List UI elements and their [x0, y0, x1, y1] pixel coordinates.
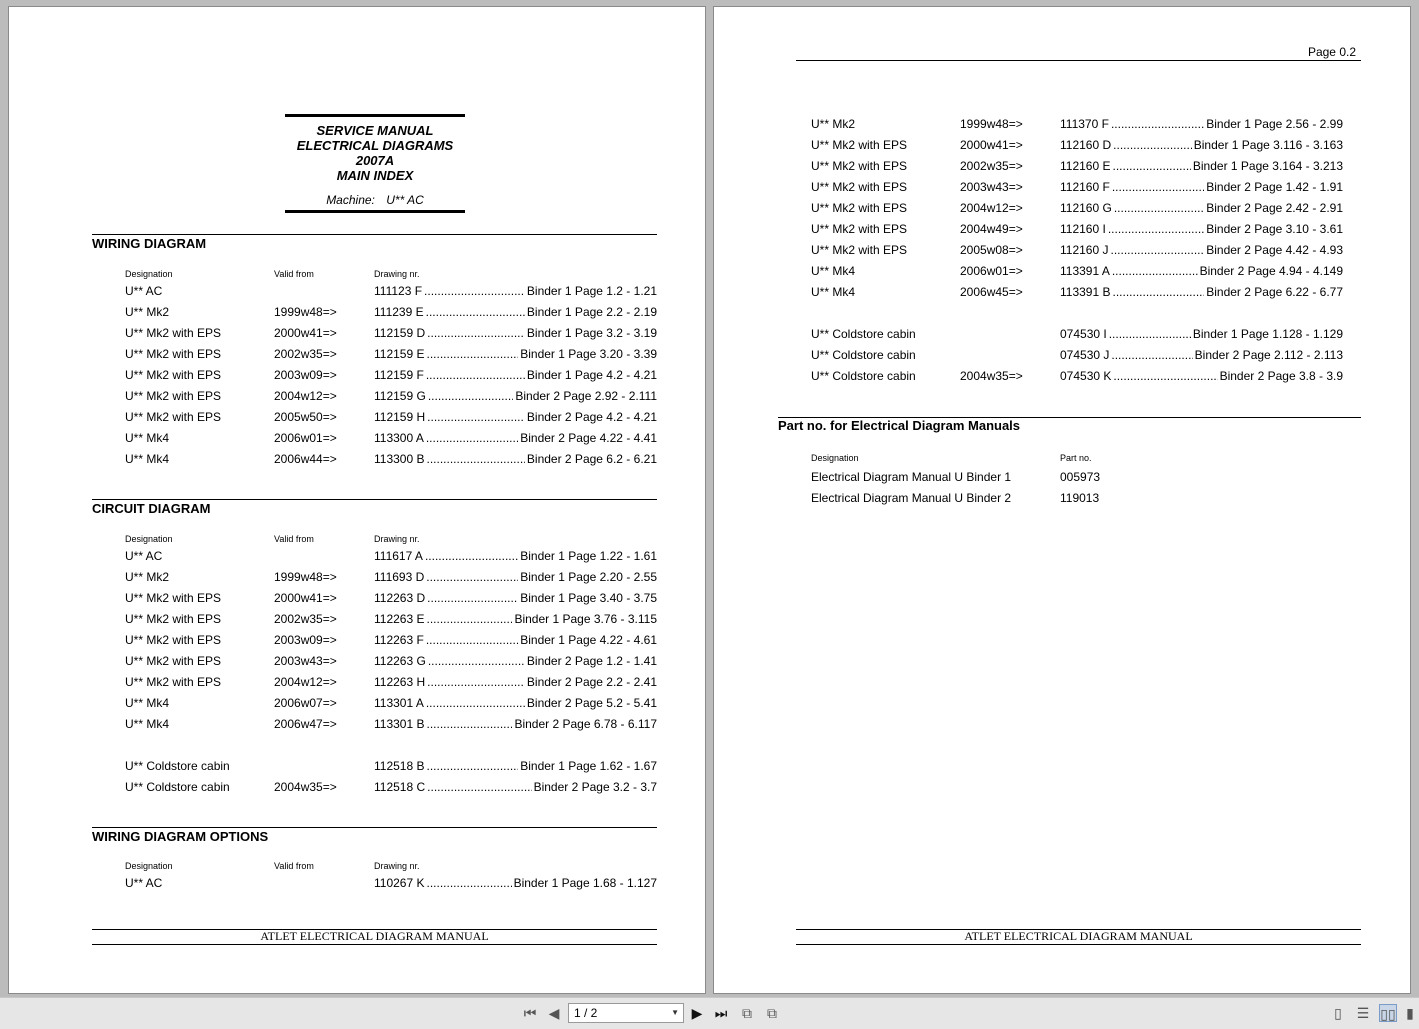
row-valid-from: 1999w48=> [960, 117, 1023, 131]
row-drawing [374, 675, 657, 689]
dot-leader [428, 389, 514, 403]
row-designation: U** Mk4 [125, 696, 170, 710]
title-block [285, 114, 465, 213]
row-drawing [374, 759, 657, 773]
row-designation: U** Coldstore cabin [125, 759, 230, 773]
row-drawing [374, 717, 657, 731]
row-drawing-nr: 111239 E [374, 305, 424, 319]
dot-leader [1113, 285, 1205, 299]
copy-page-icon[interactable]: ⧉ [742, 1005, 752, 1021]
title-line: MAIN INDEX [336, 168, 414, 183]
row-drawing-nr: 112160 E [1060, 159, 1111, 173]
dot-leader [426, 570, 518, 584]
dot-leader [426, 696, 525, 710]
single-page-view-icon[interactable]: ▯ [1334, 1005, 1342, 1021]
row-drawing [374, 410, 657, 424]
index-row [811, 264, 1343, 280]
row-drawing-nr: 112160 I [1060, 222, 1106, 236]
dot-leader [427, 591, 518, 605]
index-row [125, 675, 657, 691]
row-page-ref: Binder 1 Page 2.56 - 2.99 [1206, 117, 1343, 131]
footer-text: ATLET ELECTRICAL DIAGRAM MANUAL [260, 929, 489, 943]
row-valid-from: 2005w08=> [960, 243, 1023, 257]
row-page-ref: Binder 1 Page 3.164 - 3.213 [1192, 159, 1343, 173]
dot-leader [1111, 117, 1204, 131]
dot-leader [1111, 243, 1205, 257]
row-drawing [374, 452, 657, 466]
row-valid-from: 2004w49=> [960, 222, 1023, 236]
row-page-ref: Binder 1 Page 1.2 - 1.21 [526, 284, 657, 298]
dot-leader [426, 368, 525, 382]
parts-row-designation: Electrical Diagram Manual U Binder 1 [811, 470, 1012, 484]
page-indicator: 1 / 2 [574, 1006, 598, 1020]
dot-leader [1113, 369, 1217, 383]
section-title: WIRING DIAGRAM [92, 236, 207, 251]
row-drawing-nr: 111693 D [374, 570, 425, 584]
row-page-ref: Binder 1 Page 3.116 - 3.163 [1193, 138, 1343, 152]
dot-leader [427, 675, 525, 689]
row-drawing-nr: 112159 G [374, 389, 426, 403]
row-drawing-nr: 113301 A [374, 696, 424, 710]
row-designation: U** Mk2 with EPS [125, 633, 222, 647]
dot-leader [1112, 180, 1204, 194]
index-row [125, 612, 657, 628]
row-page-ref: Binder 2 Page 3.2 - 3.7 [533, 780, 657, 794]
row-valid-from: 2004w35=> [274, 780, 337, 794]
index-row [811, 138, 1343, 154]
footer-rule-bottom [92, 944, 657, 945]
section-rule [92, 827, 657, 828]
row-page-ref: Binder 1 Page 2.20 - 2.55 [520, 570, 657, 584]
index-row [811, 180, 1343, 196]
dot-leader [1113, 138, 1192, 152]
chevron-down-icon: ▼ [671, 1008, 679, 1017]
viewer-toolbar [0, 997, 1419, 1029]
row-page-ref: Binder 2 Page 4.42 - 4.93 [1206, 243, 1343, 257]
row-drawing-nr: 111123 F [374, 284, 423, 298]
row-drawing-nr: 112263 G [374, 654, 426, 668]
next-page-icon[interactable]: ▶ [691, 1005, 703, 1021]
row-drawing-nr: 111617 A [374, 549, 423, 563]
row-designation: U** Coldstore cabin [811, 348, 916, 362]
dot-leader [1114, 201, 1204, 215]
index-row [125, 389, 657, 405]
row-page-ref: Binder 2 Page 2.42 - 2.91 [1206, 201, 1343, 215]
row-page-ref: Binder 2 Page 3.10 - 3.61 [1206, 222, 1343, 236]
row-designation: U** Mk2 with EPS [125, 347, 222, 361]
row-drawing-nr: 074530 J [1060, 348, 1110, 362]
row-drawing [1060, 348, 1343, 362]
row-drawing-nr: 112160 F [1060, 180, 1110, 194]
index-row [811, 159, 1343, 175]
document-page-1 [8, 6, 706, 994]
section-rule [92, 499, 657, 500]
row-page-ref: Binder 1 Page 1.128 - 1.129 [1192, 327, 1343, 341]
section-title: CIRCUIT DIAGRAM [92, 501, 211, 516]
dot-leader [427, 876, 512, 890]
dot-leader [1111, 348, 1192, 362]
index-row [811, 327, 1343, 343]
row-drawing [374, 876, 657, 890]
dot-leader [1112, 264, 1198, 278]
index-row [811, 117, 1343, 133]
header-rule [796, 60, 1361, 61]
row-drawing [374, 633, 657, 647]
row-page-ref: Binder 1 Page 3.76 - 3.115 [514, 612, 657, 626]
row-page-ref: Binder 2 Page 5.2 - 5.41 [526, 696, 657, 710]
dot-leader [427, 452, 525, 466]
col-head-drawing-nr: Drawing nr. [374, 861, 420, 871]
dot-leader [425, 549, 518, 563]
index-row [125, 696, 657, 712]
col-head-part-no: Part no. [1060, 453, 1092, 463]
row-designation: U** Mk2 with EPS [125, 675, 222, 689]
row-valid-from: 1999w48=> [274, 305, 337, 319]
index-row [811, 243, 1343, 259]
col-head-designation: Designation [811, 453, 859, 463]
index-row [125, 570, 657, 586]
row-valid-from: 2000w41=> [274, 326, 337, 340]
row-valid-from: 2004w35=> [960, 369, 1023, 383]
index-row [125, 284, 657, 300]
row-drawing [374, 591, 657, 605]
row-drawing [374, 696, 657, 710]
title-line: 2007A [355, 153, 395, 168]
index-row [125, 347, 657, 363]
dot-leader [1113, 159, 1191, 173]
row-designation: U** Mk2 with EPS [125, 612, 222, 626]
row-designation: U** Coldstore cabin [125, 780, 230, 794]
row-page-ref: Binder 2 Page 3.8 - 3.9 [1219, 369, 1343, 383]
first-page-icon[interactable]: ⏮ [523, 1005, 537, 1021]
row-drawing [374, 780, 657, 794]
row-drawing [1060, 369, 1343, 383]
row-drawing [1060, 264, 1343, 278]
row-drawing [1060, 222, 1343, 236]
row-drawing-nr: 074530 K [1060, 369, 1112, 383]
row-drawing [1060, 138, 1343, 152]
row-drawing-nr: 112263 F [374, 633, 424, 647]
row-designation: U** Mk4 [125, 431, 170, 445]
dot-leader [1108, 222, 1204, 236]
index-row [125, 326, 657, 342]
row-drawing [374, 389, 657, 403]
row-valid-from: 2003w09=> [274, 633, 337, 647]
index-row [125, 368, 657, 384]
row-drawing [374, 431, 657, 445]
col-head-drawing-nr: Drawing nr. [374, 269, 420, 279]
row-drawing-nr: 112518 B [374, 759, 425, 773]
row-designation: U** Mk2 with EPS [125, 368, 222, 382]
row-designation: U** Coldstore cabin [811, 369, 916, 383]
row-page-ref: Binder 1 Page 3.20 - 3.39 [520, 347, 657, 361]
row-page-ref: Binder 2 Page 2.2 - 2.41 [526, 675, 657, 689]
index-row [125, 431, 657, 447]
parts-section-title: Part no. for Electrical Diagram Manuals [778, 418, 1021, 433]
parts-row-part-no: 005973 [1060, 470, 1101, 484]
row-valid-from: 2000w41=> [960, 138, 1023, 152]
footer-text: ATLET ELECTRICAL DIAGRAM MANUAL [964, 929, 1193, 943]
dot-leader [427, 780, 531, 794]
row-designation: U** AC [125, 284, 163, 298]
row-drawing-nr: 112263 E [374, 612, 425, 626]
row-page-ref: Binder 1 Page 3.2 - 3.19 [526, 326, 657, 340]
row-page-ref: Binder 2 Page 6.22 - 6.77 [1206, 285, 1343, 299]
index-row [811, 369, 1343, 385]
row-page-ref: Binder 2 Page 4.2 - 4.21 [526, 410, 657, 424]
row-designation: U** Mk2 with EPS [125, 389, 222, 403]
row-drawing-nr: 110267 K [374, 876, 425, 890]
row-designation: U** Mk2 with EPS [811, 180, 908, 194]
row-page-ref: Binder 1 Page 1.62 - 1.67 [520, 759, 657, 773]
row-drawing [1060, 327, 1343, 341]
row-valid-from: 2002w35=> [274, 612, 337, 626]
row-valid-from: 2006w07=> [274, 696, 337, 710]
row-drawing-nr: 113300 B [374, 452, 425, 466]
page-number: Page 0.2 [1307, 45, 1356, 59]
row-page-ref: Binder 2 Page 1.2 - 1.41 [526, 654, 657, 668]
row-designation: U** AC [125, 876, 163, 890]
row-drawing [374, 305, 657, 319]
row-drawing-nr: 111370 F [1060, 117, 1109, 131]
row-designation: U** Mk2 [811, 117, 856, 131]
dot-leader [424, 284, 525, 298]
row-drawing-nr: 112518 C [374, 780, 426, 794]
index-row [125, 549, 657, 565]
row-page-ref: Binder 1 Page 4.22 - 4.61 [520, 633, 657, 647]
row-valid-from: 2006w45=> [960, 285, 1023, 299]
row-page-ref: Binder 1 Page 2.2 - 2.19 [526, 305, 657, 319]
previous-page-icon[interactable]: ◀ [548, 1005, 560, 1021]
row-valid-from: 2006w01=> [274, 431, 337, 445]
row-valid-from: 2003w43=> [960, 180, 1023, 194]
row-valid-from: 2000w41=> [274, 591, 337, 605]
index-row [125, 876, 657, 892]
row-drawing [1060, 159, 1343, 173]
row-valid-from: 2006w01=> [960, 264, 1023, 278]
dot-leader [1109, 327, 1191, 341]
row-drawing-nr: 112159 E [374, 347, 425, 361]
row-drawing-nr: 112160 G [1060, 201, 1112, 215]
row-drawing-nr: 112159 F [374, 368, 424, 382]
row-designation: U** Mk4 [125, 717, 170, 731]
row-drawing-nr: 112263 H [374, 675, 426, 689]
page-selector[interactable] [568, 1003, 684, 1023]
row-page-ref: Binder 2 Page 2.112 - 2.113 [1194, 348, 1343, 362]
row-page-ref: Binder 2 Page 4.94 - 4.149 [1199, 264, 1343, 278]
continuous-view-icon[interactable]: ☰ [1356, 1005, 1370, 1021]
row-page-ref: Binder 2 Page 1.42 - 1.91 [1206, 180, 1343, 194]
index-row [811, 285, 1343, 301]
row-designation: U** Mk2 with EPS [811, 243, 908, 257]
row-drawing [374, 326, 657, 340]
section-title: WIRING DIAGRAM OPTIONS [92, 829, 269, 844]
index-row [125, 410, 657, 426]
row-drawing [374, 347, 657, 361]
row-designation: U** Mk2 [125, 570, 170, 584]
row-valid-from: 2004w12=> [274, 675, 337, 689]
col-head-designation: Designation [125, 269, 173, 279]
title-line: ELECTRICAL DIAGRAMS [296, 138, 454, 153]
row-page-ref: Binder 2 Page 2.92 - 2.111 [515, 389, 657, 403]
dot-leader [426, 633, 518, 647]
row-valid-from: 2006w44=> [274, 452, 337, 466]
dot-leader [426, 305, 525, 319]
row-drawing [374, 549, 657, 563]
row-valid-from: 2002w35=> [274, 347, 337, 361]
dot-leader [427, 326, 525, 340]
row-designation: U** Mk4 [125, 452, 170, 466]
row-drawing [374, 612, 657, 626]
row-valid-from: 2006w47=> [274, 717, 337, 731]
dot-leader [427, 410, 525, 424]
paste-page-icon[interactable]: ⧉ [767, 1005, 777, 1021]
section-rule [92, 234, 657, 235]
parts-row-designation: Electrical Diagram Manual U Binder 2 [811, 491, 1012, 505]
row-valid-from: 2003w43=> [274, 654, 337, 668]
row-designation: U** Mk2 with EPS [811, 138, 908, 152]
col-head-valid-from: Valid from [274, 269, 314, 279]
row-designation: U** Mk2 with EPS [811, 159, 908, 173]
index-row [125, 633, 657, 649]
last-page-icon[interactable]: ⏭ [714, 1005, 728, 1021]
row-valid-from: 1999w48=> [274, 570, 337, 584]
row-page-ref: Binder 1 Page 4.2 - 4.21 [526, 368, 657, 382]
row-drawing [374, 368, 657, 382]
index-row [125, 780, 657, 796]
two-page-continuous-view-icon[interactable]: ▮ [1406, 1005, 1414, 1021]
row-drawing-nr: 112263 D [374, 591, 426, 605]
row-designation: U** AC [125, 549, 163, 563]
row-drawing [1060, 201, 1343, 215]
row-page-ref: Binder 1 Page 1.68 - 1.127 [513, 876, 657, 890]
row-drawing [374, 570, 657, 584]
machine-label: Machine: [326, 193, 375, 207]
row-drawing-nr: 113301 B [374, 717, 425, 731]
row-drawing-nr: 112160 D [1060, 138, 1112, 152]
index-row [811, 222, 1343, 238]
title-line: SERVICE MANUAL [316, 123, 434, 138]
row-page-ref: Binder 2 Page 4.22 - 4.41 [520, 431, 657, 445]
row-drawing [1060, 285, 1343, 299]
row-page-ref: Binder 2 Page 6.78 - 6.117 [514, 717, 657, 731]
row-drawing-nr: 074530 I [1060, 327, 1107, 341]
dot-leader [427, 717, 513, 731]
row-drawing-nr: 112160 J [1060, 243, 1109, 257]
row-drawing-nr: 112159 H [374, 410, 426, 424]
row-designation: U** Mk4 [811, 264, 856, 278]
row-designation: U** Mk2 with EPS [125, 654, 222, 668]
row-designation: U** Coldstore cabin [811, 327, 916, 341]
parts-row-part-no: 119013 [1060, 491, 1100, 505]
row-page-ref: Binder 2 Page 6.2 - 6.21 [526, 452, 657, 466]
two-page-view-icon[interactable]: ▯▯ [1380, 1006, 1396, 1022]
row-designation: U** Mk2 [125, 305, 170, 319]
index-row [811, 201, 1343, 217]
row-valid-from: 2002w35=> [960, 159, 1023, 173]
row-page-ref: Binder 1 Page 3.40 - 3.75 [520, 591, 657, 605]
row-designation: U** Mk2 with EPS [811, 201, 908, 215]
index-row [125, 452, 657, 468]
row-valid-from: 2004w12=> [274, 389, 337, 403]
col-head-designation: Designation [125, 534, 173, 544]
row-valid-from: 2003w09=> [274, 368, 337, 382]
dot-leader [427, 612, 513, 626]
machine-value: U** AC [386, 193, 424, 207]
row-valid-from: 2005w50=> [274, 410, 337, 424]
col-head-drawing-nr: Drawing nr. [374, 534, 420, 544]
index-row [125, 717, 657, 733]
document-page-2 [713, 6, 1411, 994]
row-drawing-nr: 113391 B [1060, 285, 1111, 299]
index-row [125, 591, 657, 607]
index-row [811, 348, 1343, 364]
dot-leader [428, 654, 525, 668]
dot-leader [426, 431, 518, 445]
index-row [125, 305, 657, 321]
col-head-valid-from: Valid from [274, 861, 314, 871]
row-drawing [1060, 180, 1343, 194]
row-designation: U** Mk2 with EPS [125, 591, 222, 605]
machine-line [285, 193, 465, 207]
row-designation: U** Mk2 with EPS [125, 410, 222, 424]
row-drawing [1060, 243, 1343, 257]
row-drawing [374, 284, 657, 298]
row-drawing [374, 654, 657, 668]
row-page-ref: Binder 1 Page 1.22 - 1.61 [520, 549, 657, 563]
row-drawing [1060, 117, 1343, 131]
row-designation: U** Mk4 [811, 285, 856, 299]
row-drawing-nr: 113300 A [374, 431, 424, 445]
dot-leader [427, 759, 519, 773]
col-head-valid-from: Valid from [274, 534, 314, 544]
footer-rule-bottom [796, 944, 1361, 945]
row-designation: U** Mk2 with EPS [125, 326, 222, 340]
row-drawing-nr: 113391 A [1060, 264, 1110, 278]
row-designation: U** Mk2 with EPS [811, 222, 908, 236]
col-head-designation: Designation [125, 861, 173, 871]
index-row [125, 654, 657, 670]
row-drawing-nr: 112159 D [374, 326, 426, 340]
dot-leader [427, 347, 519, 361]
index-row [125, 759, 657, 775]
row-valid-from: 2004w12=> [960, 201, 1023, 215]
